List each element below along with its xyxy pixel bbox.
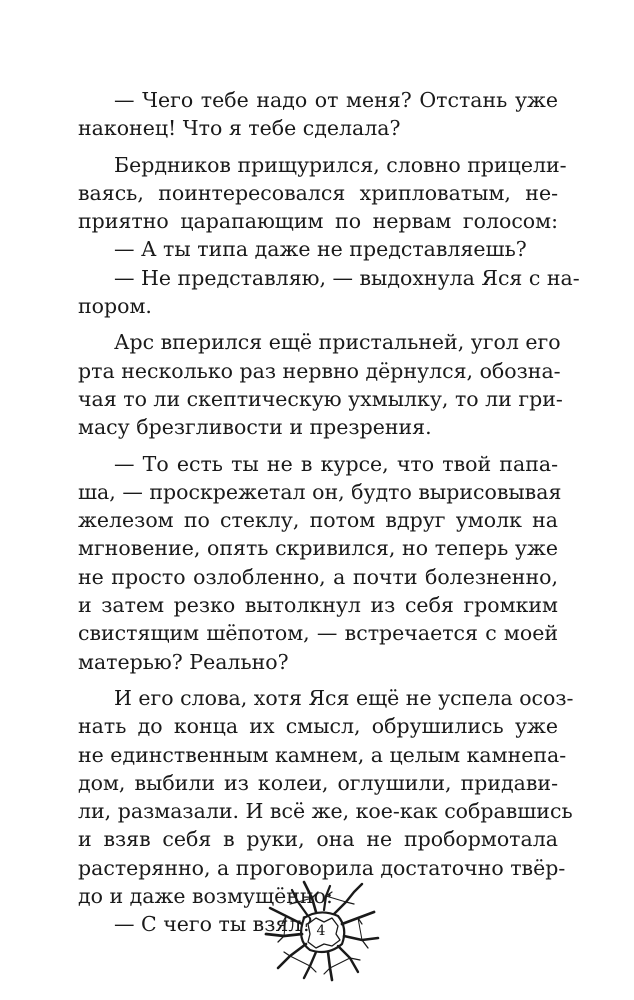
text-line: не просто озлобленно, а почти болезненно, [78, 564, 558, 589]
text-line: пором. [78, 294, 152, 319]
text-line: чая то ли скептическую ухмылку, то ли гри- [78, 386, 563, 411]
text-line: растерянно, а проговорила достаточно твёр- [78, 855, 566, 880]
text-line: Бердников прищурился, словно прицели- [114, 152, 567, 177]
text-line: И его слова, хотя Яся ещё не успела осоз- [114, 685, 574, 710]
text-line: ша, — проскрежетал он, будто вырисовывая [78, 479, 562, 504]
text-line: не единственным камнем, а целым камнепа- [78, 742, 567, 767]
text-line: — Чего тебе надо от меня? Отстань уже [114, 88, 558, 112]
text-line: дом, выбили из колеи, оглушили, придави- [78, 770, 558, 795]
text-line: железом по стеклу, потом вдруг умолк на [78, 508, 558, 533]
text-line: нать до конца их смысл, обрушились уже [78, 714, 558, 739]
text-line: до и даже возмущённо: [78, 884, 333, 909]
text-line: — С чего ты взял? [114, 912, 313, 937]
text-line: рта несколько раз нервно дёрнулся, обозна- [78, 358, 561, 383]
text-line: — Не представляю, — выдохнула Яся с на- [114, 265, 580, 290]
text-line: мгновение, опять скривился, но теперь уже [78, 536, 558, 561]
text-line: и затем резко вытолкнул из себя громким [78, 593, 558, 618]
text-line: масу брезгливости и презрения. [78, 415, 432, 440]
text-line: наконец! Что я тебе сделала? [78, 116, 401, 141]
text-line: ваясь, поинтересовался хрипловатым, не- [78, 180, 558, 205]
page-number: 4 [316, 923, 326, 939]
text-line: приятно царапающим по нервам голосом: [78, 209, 558, 234]
text-line: ли, размазали. И всё же, кое-как собравшись [78, 799, 573, 824]
text-line: Арс вперился ещё пристальней, угол его [114, 330, 561, 355]
text-line: и взяв себя в руки, она не пробормотала [78, 827, 558, 852]
text-line: — А ты типа даже не представляешь? [114, 237, 527, 262]
text-line: свистящим шёпотом, — встречается с моей [78, 621, 558, 646]
text-line: — То есть ты не в курсе, что твой папа- [114, 451, 558, 476]
page-body-text [78, 86, 580, 939]
text-line: матерью? Реально? [78, 649, 289, 674]
